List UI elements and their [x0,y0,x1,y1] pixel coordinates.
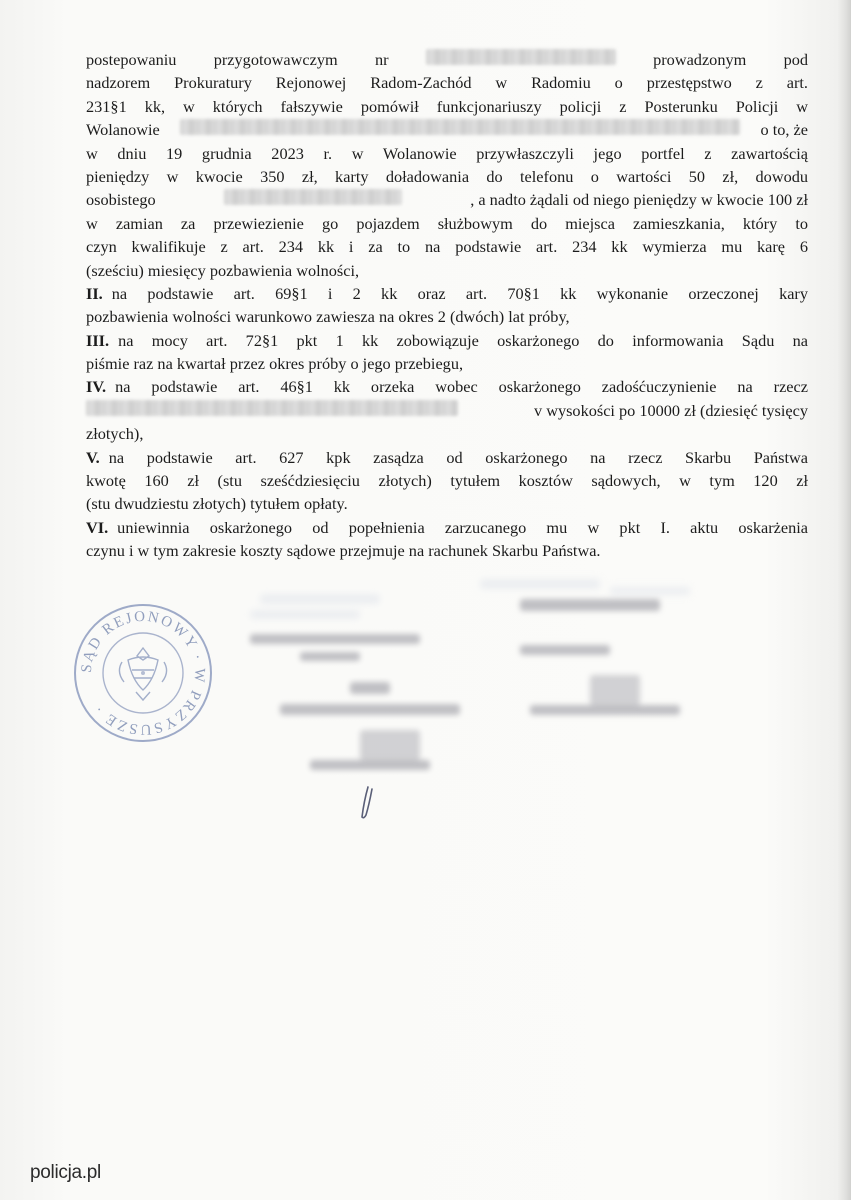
court-stamp [70,600,216,746]
redacted-names [180,119,740,135]
text-line: piśmie raz na kwartał przez okres próby o jego przebiegu, [86,354,464,374]
point-III: III. na mocy art. 72§1 pkt 1 kk zobowiązuje oskarżonego do informowania Sądu na [86,330,808,350]
pen-stroke-icon [356,785,376,825]
court-seal-icon [70,600,216,746]
text-line: v wysokości po 10000 zł (dziesięć tysięcy [86,399,808,422]
text-line: czynu i w tym zakresie koszty sądowe przejmuje na rachunek Skarbu Państwa. [86,541,601,561]
svg-text:SĄD REJONOWY · W PRZYSUSZE ·: SĄD REJONOWY · W PRZYSUSZE · [78,608,208,738]
point-V: V. na podstawie art. 627 kpk zasądza od oskarżonego na rzecz Skarbu Państwa [86,447,808,467]
source-watermark: policja.pl [30,1162,101,1183]
text-line: kwotę 160 zł (stu sześćdziesięciu złotych) tytułem kosztów sądowych, w tym 120 zł [86,471,808,491]
blurred-signature-left [240,590,470,810]
text-line: Wolanowie o to, że [86,120,808,140]
text-line: osobistego , a nadto żądali od niego pieniędzy w kwocie 100 zł [86,190,808,210]
text-line: pozbawienia wolności warunkowo zawiesza na okres 2 (dwóch) lat próby, [86,307,570,327]
blurred-signature-right [480,575,700,775]
text-line: (stu dwudziestu złotych) tytułem opłaty. [86,494,348,514]
redacted-victims [86,400,458,416]
judgment-text [86,48,808,563]
text-line: nadzorem Prokuratury Rejonowej Radom-Zachód w Radomiu o przestępstwo z art. [86,73,808,93]
text-line: w dniu 19 grudnia 2023 r. w Wolanowie przywłaszczyli jego portfel z zawartością [86,143,808,163]
text-line: czyn kwalifikuje z art. 234 kk i za to na podstawie art. 234 kk wymierza mu karę 6 [86,237,808,257]
text-line: (sześciu) miesięcy pozbawienia wolności, [86,260,360,280]
point-VI: VI. uniewinnia oskarżonego od popełnienia zarzucanego mu w pkt I. aktu oskarżenia [86,517,808,537]
text-line: pieniędzy w kwocie 350 zł, karty doładowania do telefonu o wartości 50 zł, dowodu [86,166,808,186]
redacted-id-number [224,189,402,205]
point-II: II. na podstawie art. 69§1 i 2 kk oraz art. 70§1 kk wykonanie orzeczonej kary [86,283,808,303]
text-line: postepowaniu przygotowawczym nr prowadzonym pod [86,50,808,69]
text-line: w zamian za przewiezienie go pojazdem służbowym do miejsca zamieszkania, który to [86,213,808,233]
text-line: 231§1 kk, w których fałszywie pomówił funkcjonariuszy policji z Posterunku Policji w [86,96,808,116]
redacted-case-number [426,49,616,65]
text-line: złotych), [86,424,144,444]
point-IV: IV. na podstawie art. 46§1 kk orzeka wobec oskarżonego zadośćuczynienie na rzecz [86,377,808,397]
